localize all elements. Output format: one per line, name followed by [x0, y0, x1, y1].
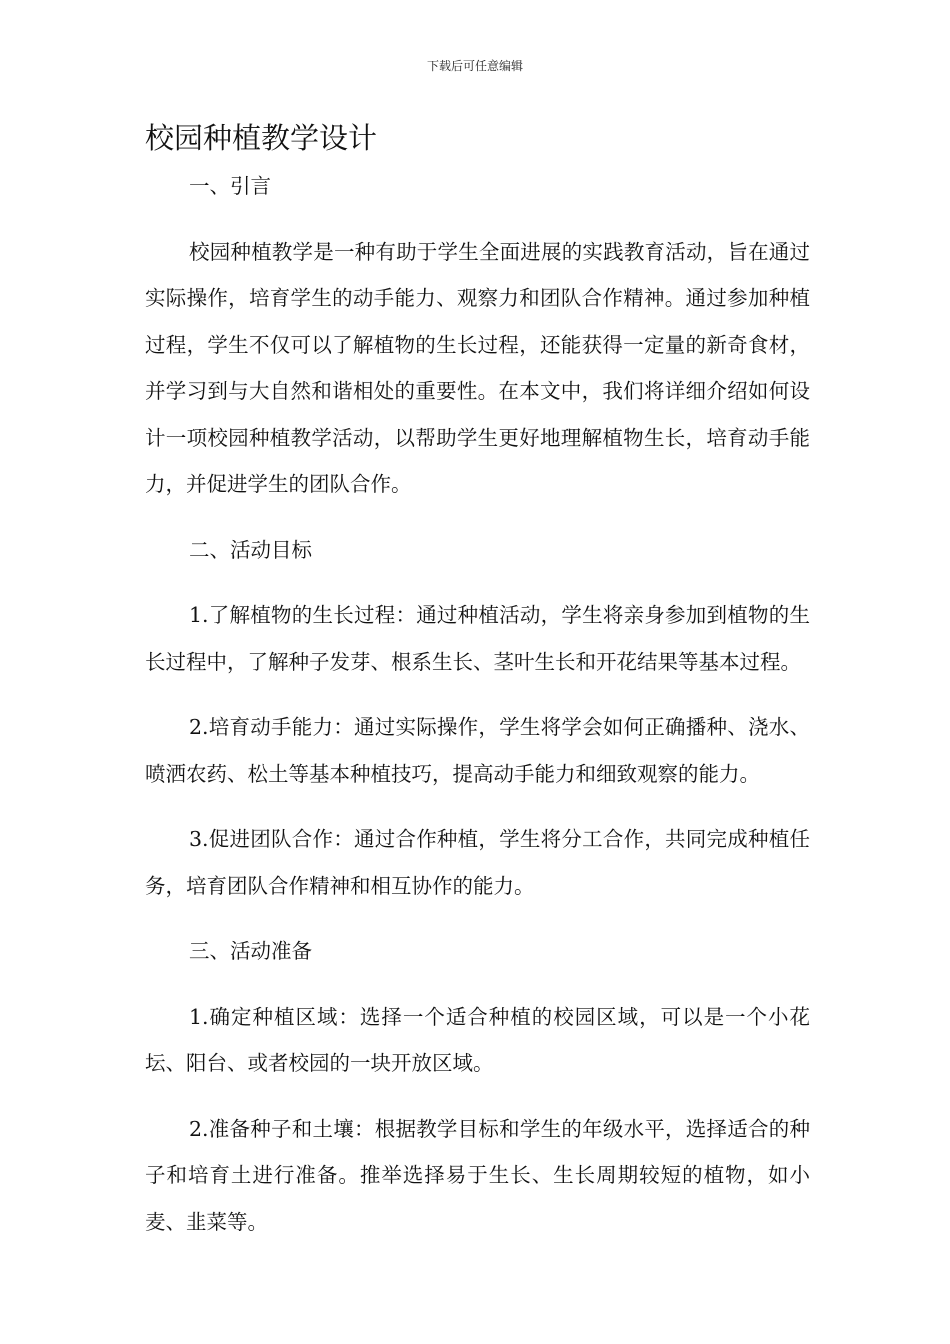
document-body: [145, 163, 810, 1264]
paragraph: 1.确定种植区域：选择一个适合种植的校园区域，可以是一个小花坛、阳台、或者校园的一块开放区域。: [145, 1004, 810, 1075]
paragraph: 校园种植教学是一种有助于学生全面进展的实践教育活动，旨在通过实际操作，培育学生的动手能力、观察力和团队合作精神。通过参加种植过程，学生不仅可以了解植物的生长过程，还能获得一定量的新奇食材，并学习到与大自然和谐相处的重要性。在本文中，我们将详细介绍如何设计一项校园种植教学活动，以帮助学生更好地理解植物生长，培育动手能力，并促进学生的团队合作。: [145, 239, 810, 496]
paragraph: 2.培育动手能力：通过实际操作，学生将学会如何正确播种、浇水、喷洒农药、松土等基本种植技巧，提高动手能力和细致观察的能力。: [145, 715, 810, 786]
document-title: 校园种植教学设计: [145, 121, 378, 155]
section-heading-preparation: 三、活动准备: [189, 939, 312, 963]
section-heading-objectives: 二、活动目标: [189, 537, 312, 562]
paragraph: 3.促进团队合作：通过合作种植，学生将分工合作，共同完成种植任务，培育团队合作精神和相互协作的能力。: [145, 827, 810, 898]
paragraph: 2.准备种子和土壤：根据教学目标和学生的年级水平，选择适合的种子和培育土进行准备。推举选择易于生长、生长周期较短的植物，如小麦、韭菜等。: [145, 1116, 810, 1234]
section-heading-introduction: 一、引言: [189, 174, 271, 198]
header-note: 下载后可任意编辑: [426, 59, 523, 73]
paragraph: 1.了解植物的生长过程：通过种植活动，学生将亲身参加到植物的生长过程中，了解种子发芽、根系生长、茎叶生长和开花结果等基本过程。: [145, 603, 810, 674]
